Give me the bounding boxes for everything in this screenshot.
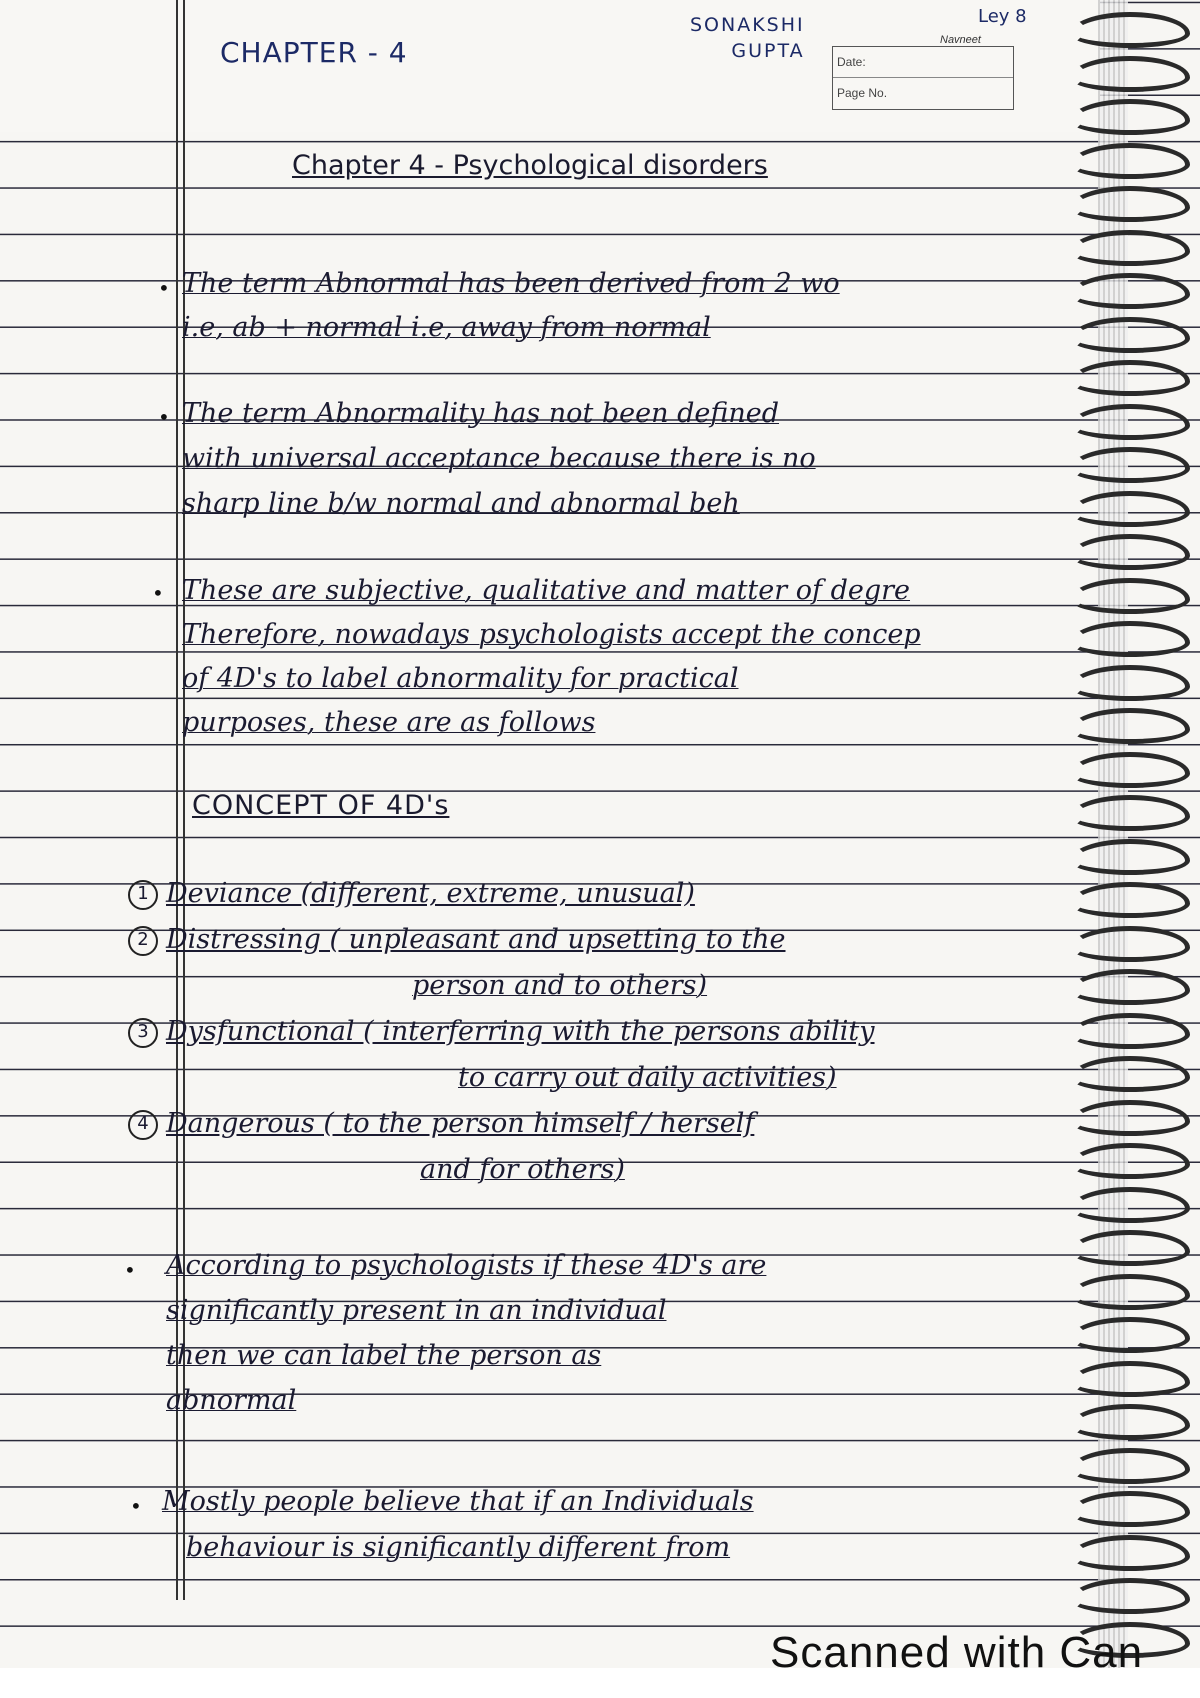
- spiral-coil: [1070, 230, 1190, 266]
- note-line: The term Abnormal has been derived from 2 wo: [182, 268, 840, 299]
- spiral-coil: [1070, 143, 1190, 179]
- spiral-coil: [1070, 1100, 1190, 1136]
- spiral-coil: [1070, 1274, 1190, 1310]
- section-heading: CONCEPT OF 4D's: [192, 790, 450, 821]
- spiral-coil: [1070, 1361, 1190, 1397]
- spiral-coil: [1070, 99, 1190, 135]
- list-item-continuation: to carry out daily activities): [458, 1062, 837, 1093]
- note-line: with universal acceptance because there is no: [182, 443, 816, 474]
- spiral-coil: [1070, 1448, 1190, 1484]
- note-line: abnormal: [166, 1385, 297, 1416]
- note-line: These are subjective, qualitative and matter of degre: [182, 575, 911, 606]
- date-box: [832, 46, 1014, 110]
- number-badge: 4: [128, 1110, 158, 1140]
- spiral-coil: [1070, 578, 1190, 614]
- note-line: significantly present in an individual: [166, 1295, 667, 1326]
- number-badge: 1: [128, 880, 158, 910]
- spiral-coil: [1070, 1056, 1190, 1092]
- spiral-coil: [1070, 1230, 1190, 1266]
- bullet: •: [158, 276, 170, 300]
- spiral-coil: [1070, 360, 1190, 396]
- number-badge: 2: [128, 926, 158, 956]
- author-last-name: GUPTA: [731, 40, 805, 62]
- scanner-watermark: Scanned with Can: [770, 1628, 1144, 1668]
- spiral-coil: [1070, 186, 1190, 222]
- note-line: Mostly people believe that if an Individuals: [162, 1486, 754, 1517]
- spiral-coil: [1070, 795, 1190, 831]
- author-first-name: SONAKSHI: [690, 14, 805, 36]
- spiral-coil: [1070, 317, 1190, 353]
- spiral-coil: [1070, 1404, 1190, 1440]
- list-item-text: Dangerous ( to the person himself / herself: [166, 1108, 755, 1139]
- list-item: [128, 924, 786, 956]
- spiral-coil: [1070, 1491, 1190, 1527]
- corner-annotation: Ley 8: [978, 6, 1027, 27]
- bullet: •: [158, 405, 170, 429]
- spiral-coil: [1070, 1578, 1190, 1614]
- page-bottom-edge: [0, 1668, 1200, 1698]
- spiral-binding: [1062, 0, 1200, 1698]
- bullet: •: [124, 1258, 136, 1282]
- note-line: behaviour is significantly different from: [186, 1532, 731, 1563]
- list-item-continuation: person and to others): [412, 970, 708, 1001]
- spiral-coil: [1070, 1317, 1190, 1353]
- spiral-coil: [1070, 621, 1190, 657]
- spiral-coil: [1070, 534, 1190, 570]
- list-item-text: Distressing ( unpleasant and upsetting to the: [166, 924, 786, 955]
- notebook-brand: Navneet: [940, 34, 981, 46]
- date-field-label: Date:: [833, 47, 1013, 78]
- note-line: The term Abnormality has not been defined: [182, 398, 780, 429]
- spiral-coil: [1070, 12, 1190, 48]
- list-item: [128, 1016, 875, 1048]
- spiral-coil: [1070, 839, 1190, 875]
- page-title: Chapter 4 - Psychological disorders: [292, 150, 768, 181]
- page-number-label: Page No.: [837, 86, 888, 100]
- list-item-text: Dysfunctional ( interferring with the persons ability: [166, 1016, 875, 1047]
- note-line: purposes, these are as follows: [182, 707, 596, 738]
- list-item: [128, 1108, 754, 1140]
- list-item-continuation: and for others): [420, 1154, 625, 1185]
- list-item-text: Deviance (different, extreme, unusual): [166, 878, 695, 909]
- spiral-coil: [1070, 56, 1190, 92]
- spiral-coil: [1070, 1143, 1190, 1179]
- list-item: [128, 878, 695, 910]
- spiral-coil: [1070, 1535, 1190, 1571]
- note-line: of 4D's to label abnormality for practical: [182, 663, 739, 694]
- spiral-coil: [1070, 882, 1190, 918]
- bullet: •: [152, 581, 164, 605]
- spiral-coil: [1070, 1013, 1190, 1049]
- note-line: then we can label the person as: [166, 1340, 602, 1371]
- spiral-coil: [1070, 273, 1190, 309]
- note-line: i.e, ab + normal i.e, away from normal: [182, 312, 711, 343]
- note-line: According to psychologists if these 4D's are: [166, 1250, 767, 1281]
- note-line: sharp line b/w normal and abnormal beh: [182, 488, 740, 519]
- spiral-coil: [1070, 1187, 1190, 1223]
- spiral-coil: [1070, 926, 1190, 962]
- bullet: •: [130, 1494, 142, 1518]
- spiral-coil: [1070, 491, 1190, 527]
- spiral-coil: [1070, 708, 1190, 744]
- spiral-coil: [1070, 404, 1190, 440]
- chapter-label: CHAPTER - 4: [220, 36, 408, 69]
- spiral-coil: [1070, 447, 1190, 483]
- author-name: [690, 12, 805, 64]
- spiral-coil: [1070, 969, 1190, 1005]
- spiral-coil: [1070, 665, 1190, 701]
- number-badge: 3: [128, 1018, 158, 1048]
- note-line: Therefore, nowadays psychologists accept the concep: [182, 619, 921, 650]
- spiral-coil: [1070, 752, 1190, 788]
